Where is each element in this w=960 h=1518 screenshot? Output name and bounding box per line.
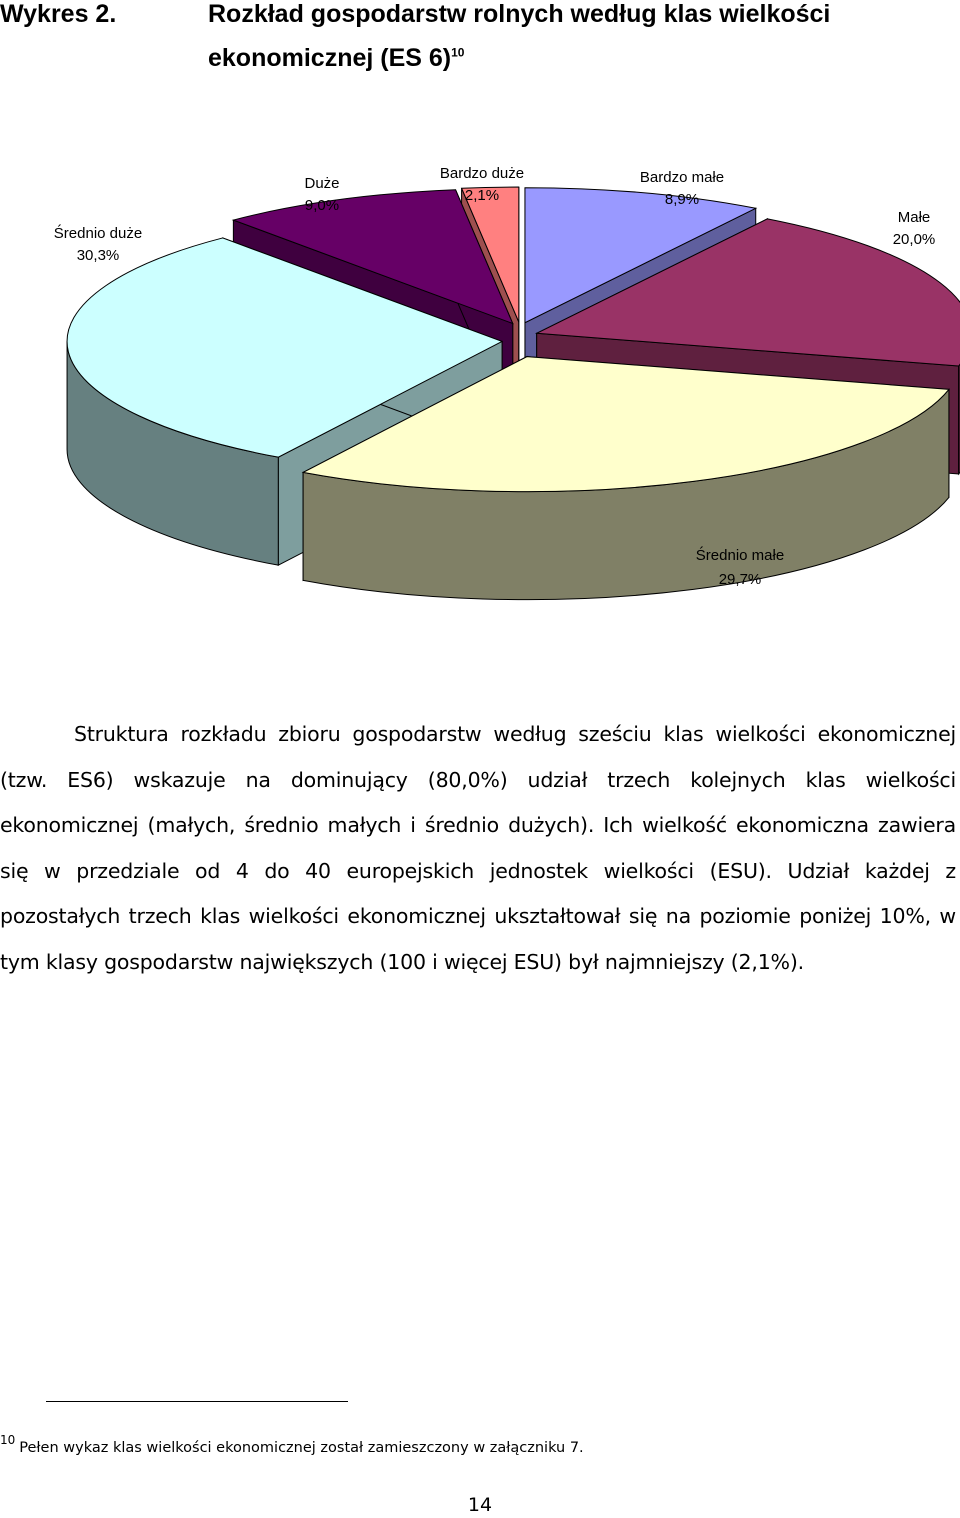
figure-title-text: ekonomicznej (ES 6) <box>208 44 452 72</box>
body-paragraph <box>0 712 956 986</box>
figure-title-line-1: Rozkład gospodarstw rolnych według klas wielkości <box>208 0 831 28</box>
slice-label: Bardzo duże <box>439 165 525 182</box>
slice-value: 29,7% <box>718 571 762 588</box>
footnote-separator <box>46 1401 348 1402</box>
slice-label: Bardzo małe <box>639 169 725 186</box>
slice-value: 9,0% <box>304 197 340 214</box>
slice-label: Średnio małe <box>695 547 785 564</box>
footnote-number: 10 <box>0 1433 16 1447</box>
pie-chart <box>0 140 960 610</box>
slice-label: Średnio duże <box>53 225 143 242</box>
figure-title-line-2 <box>208 44 464 73</box>
slice-label: Małe <box>897 209 931 226</box>
page-number: 14 <box>467 1494 493 1516</box>
slice-label: Duże <box>304 175 340 192</box>
footnote-text: Pełen wykaz klas wielkości ekonomicznej został zamieszczony w załączniku 7. <box>19 1440 584 1456</box>
slice-value: 8,9% <box>664 191 700 208</box>
figure-label: Wykres 2. <box>0 0 117 28</box>
body-paragraph-text: Struktura rozkładu zbioru gospodarstw według sześciu klas wielkości ekonomicznej (tzw. ES6) wskazuje na dominujący (80,0%) udział trzech kolejnych klas wielkości ekonomicznej (małych, średnio małych i średnio dużych). Ich wielkość ekonomiczna zawiera się w przedziale od 4 do 40 europejskich jednostek wielkości (ESU). Udział każdej z pozostałych trzech klas wielkości ekonomicznej ukształtował się na poziomie poniżej 10%, w tym klasy gospodarstw największych (100 i więcej ESU) był najmniejszy (2,1%). <box>0 722 956 974</box>
footnote-reference: 10 <box>451 45 465 60</box>
slice-value: 2,1% <box>464 187 500 204</box>
slice-value: 20,0% <box>892 231 936 248</box>
slice-value: 30,3% <box>76 247 120 264</box>
footnote <box>0 1433 584 1456</box>
